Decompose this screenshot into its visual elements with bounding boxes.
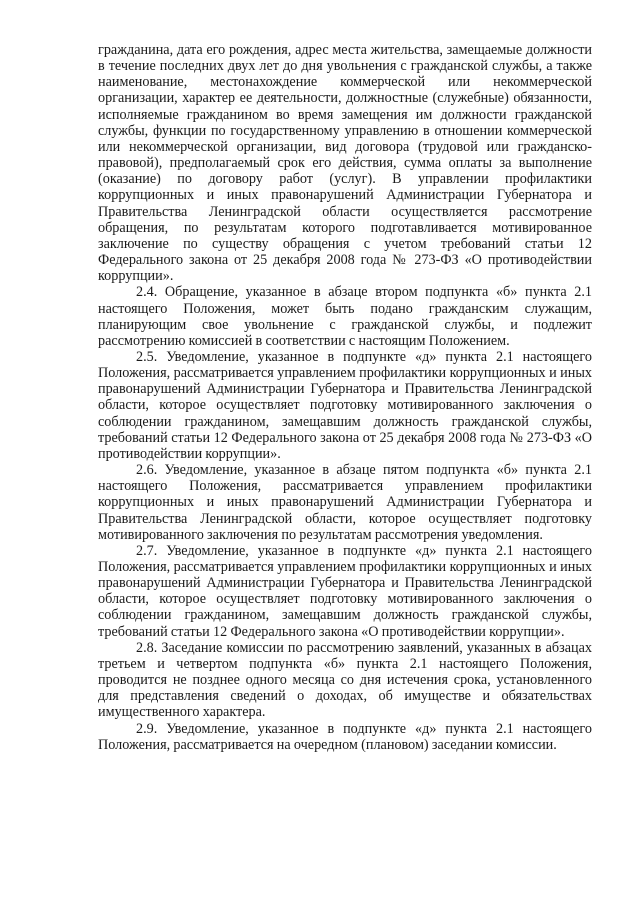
paragraph-clause-2-6: 2.6. Уведомление, указанное в абзаце пятом подпункта «б» пункта 2.1 настоящего Положения, рассматривается управлением профилактики коррупционных и иных правонарушений Администрации Губернатора и Правительства Ленинградской области, которое осуществляет подготовку мотивированного заключения по результатам рассмотрения уведомления. <box>98 462 592 543</box>
paragraph-clause-2-7: 2.7. Уведомление, указанное в подпункте «д» пункта 2.1 настоящего Положения, рассматривается управлением профилактики коррупционных и иных правонарушений Администрации Губернатора и Правительства Ленинградской области, которое осуществляет подготовку мотивированного заключения о соблюдении гражданином, замещавшим должность гражданской службы, требований статьи 12 Федерального закона «О противодействии коррупции». <box>98 542 592 640</box>
paragraph-clause-2-8: 2.8. Заседание комиссии по рассмотрению заявлений, указанных в абзацах третьем и четвертом подпункта «б» пункта 2.1 настоящего Положения, проводится не позднее одного месяца со дня истечения срока, установленного для представления сведений о доходах, об имуществе и обязательствах имущественного характера. <box>98 639 592 721</box>
paragraph-clause-2-5: 2.5. Уведомление, указанное в подпункте «д» пункта 2.1 настоящего Положения, рассматривается управлением профилактики коррупционных и иных правонарушений Администрации Губернатора и Правительства Ленинградской области, которое осуществляет подготовку мотивированного заключения о соблюдении гражданином, замещавшим должность гражданской службы, требований статьи 12 Федерального закона от 25 декабря 2008 года № 273-ФЗ «О противодействии коррупции». <box>98 348 592 462</box>
paragraph-clause-2-9: 2.9. Уведомление, указанное в подпункте «д» пункта 2.1 настоящего Положения, рассматривается на очередном (плановом) заседании комиссии. <box>98 720 592 753</box>
paragraph-intro-continuation: гражданина, дата его рождения, адрес места жительства, замещаемые должности в течение последних двух лет до дня увольнения с гражданской службы, а также наименование, местонахождение коммерческой или некоммерческой организации, характер ее деятельности, должностные (служебные) обязанности, исполняемые гражданином во время замещения им должности гражданской службы, функции по государственному управлению в отношении коммерческой или некоммерческой организации, вид договора (трудовой или гражданско-правовой), предполагаемый срок его действия, сумма оплаты за выполнение (оказание) по договору работ (услуг). В управлении профилактики коррупционных и иных правонарушений Администрации Губернатора и Правительства Ленинградской области осуществляется рассмотрение обращения, по результатам которого подготавливается мотивированное заключение по существу обращения с учетом требований статьи 12 Федерального закона от 25 декабря 2008 года № 273-ФЗ «О противодействии коррупции». <box>98 42 592 285</box>
paragraph-clause-2-4: 2.4. Обращение, указанное в абзаце втором подпункта «б» пункта 2.1 настоящего Положения, может быть подано гражданским служащим, планирующим свое увольнение с гражданской службы, и подлежит рассмотрению комиссией в соответствии с настоящим Положением. <box>98 284 592 349</box>
